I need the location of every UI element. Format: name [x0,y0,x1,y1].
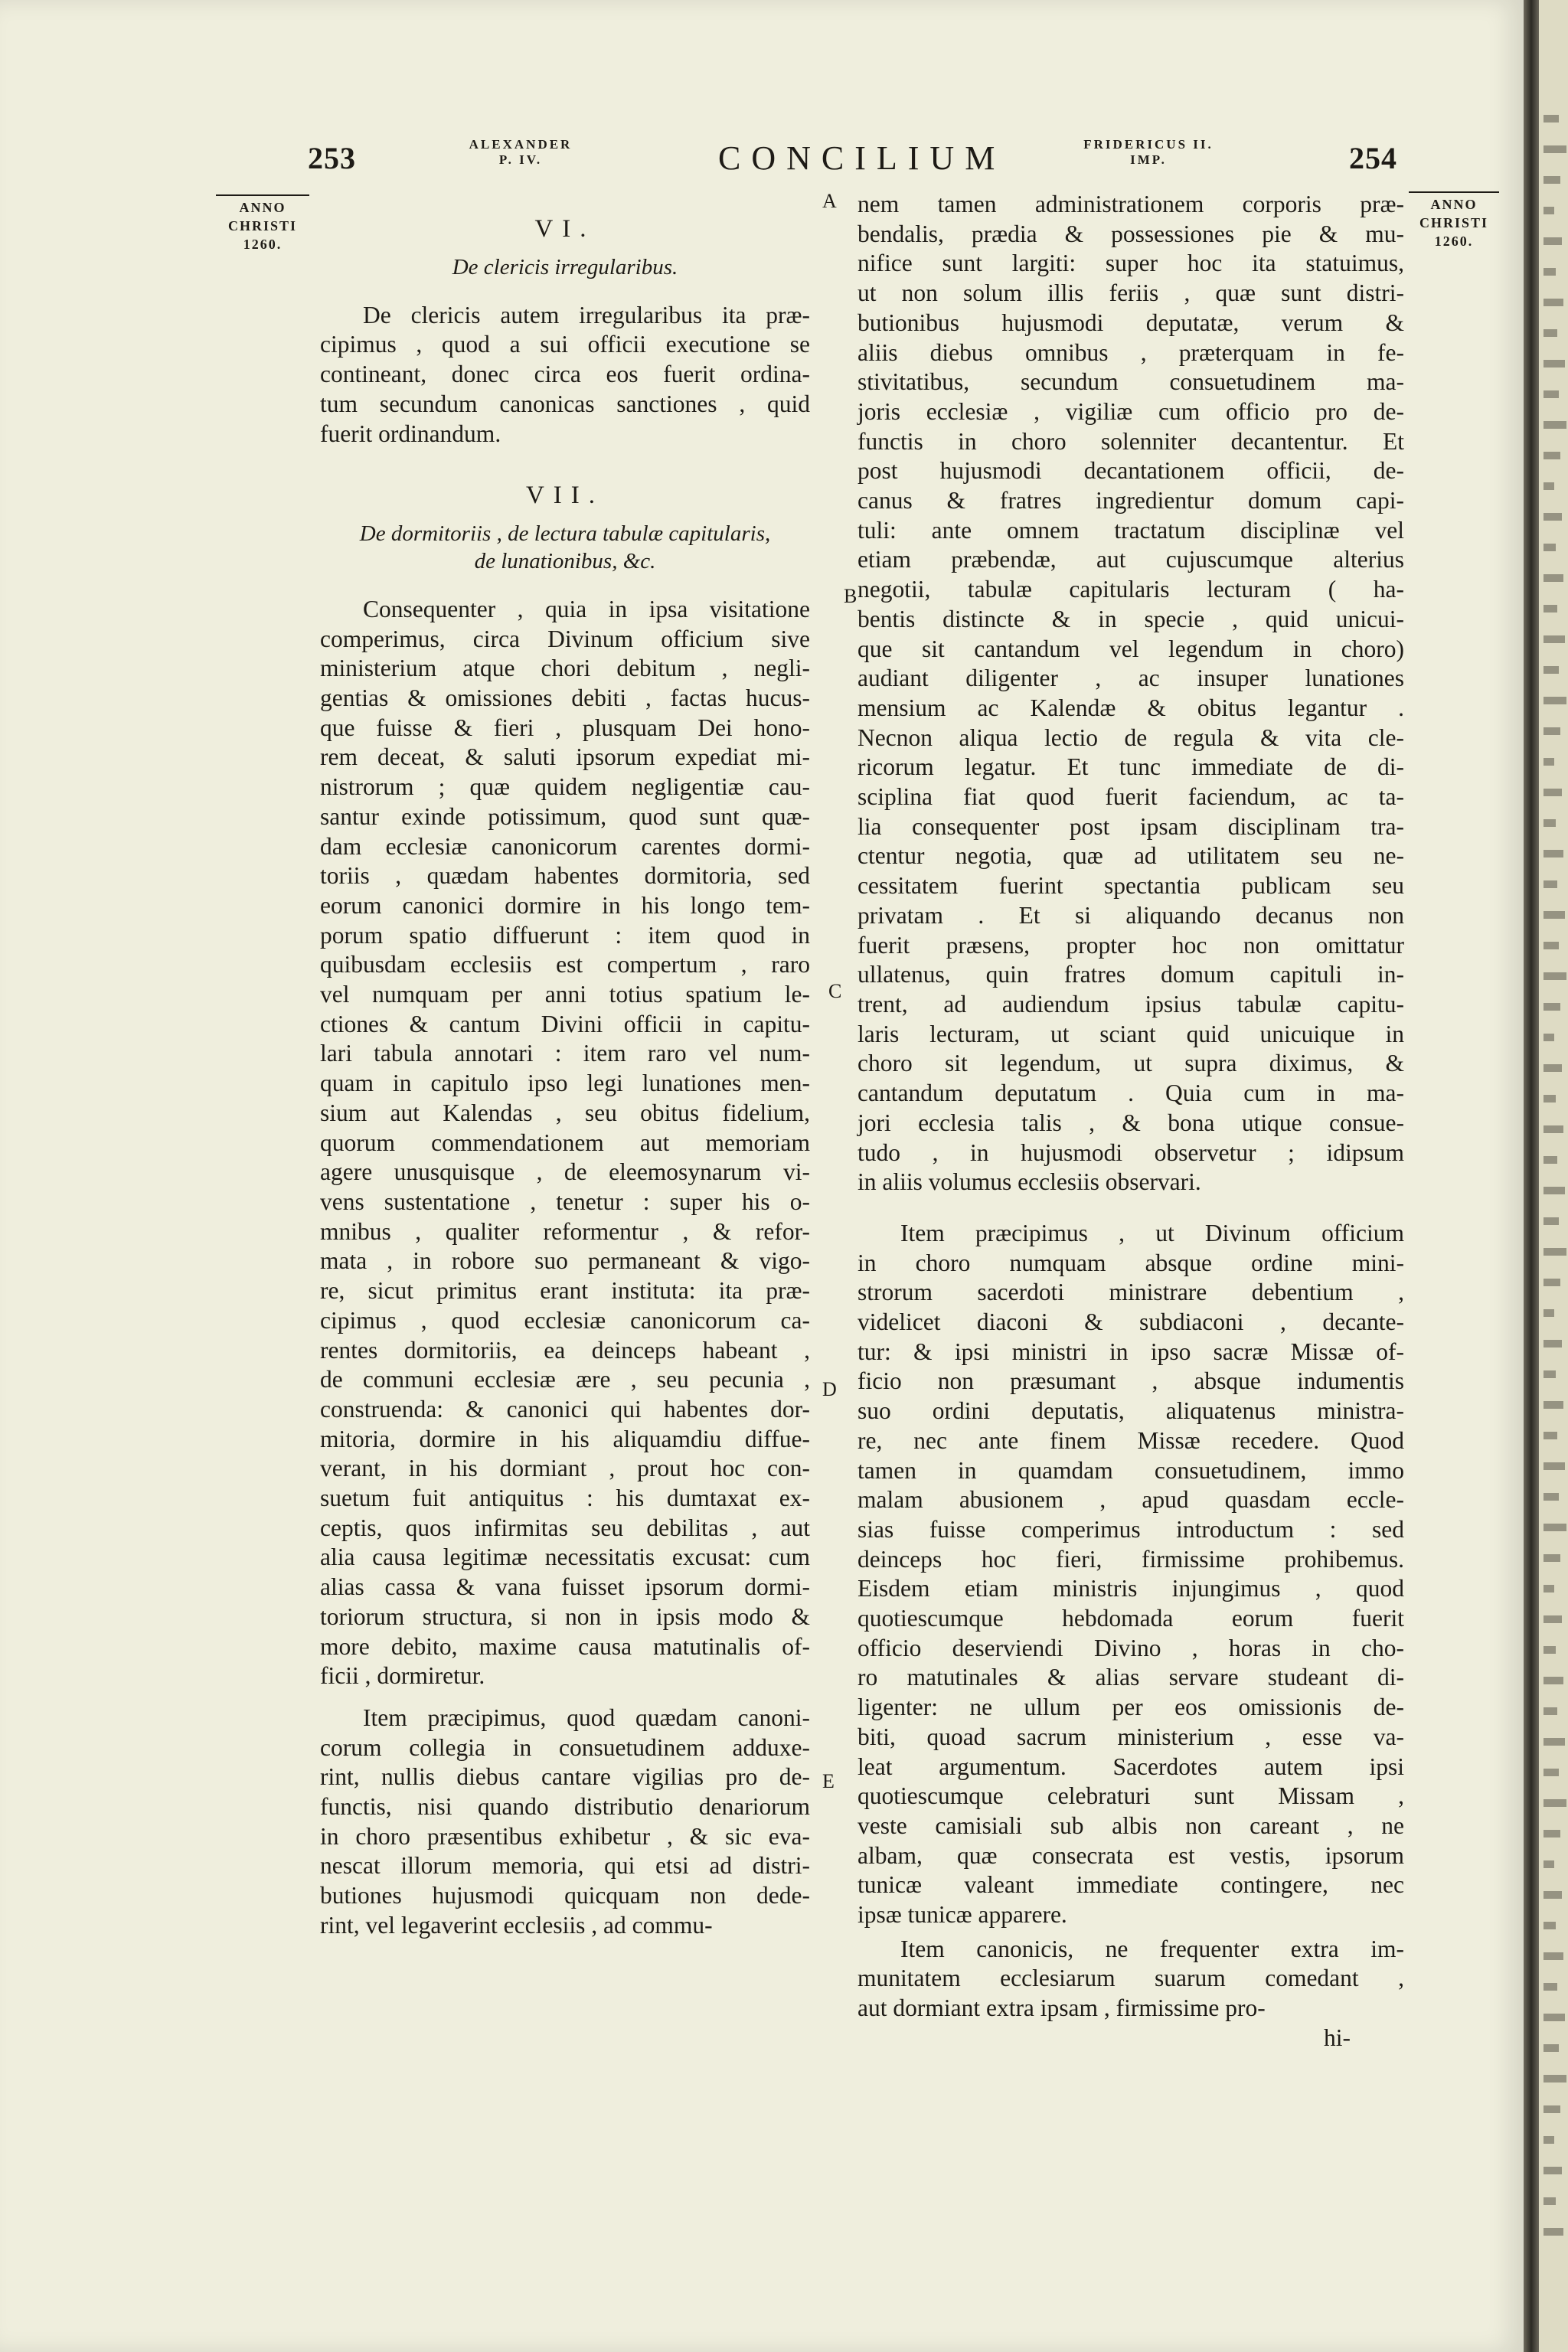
text-line: mnibus , qualiter reformentur , & refor- [320,1217,810,1245]
chapter-6-title: De clericis irregularibus. [452,254,678,279]
text-line: re, nec ante finem Missæ recedere. Quod [858,1426,1404,1454]
text-line: Necnon aliqua lectio de regula & vita cle- [858,724,1404,751]
text-line: nem tamen administrationem corporis præ- [858,191,1404,217]
text-line: sium aut Kalendas , seu obitus fidelium, [320,1099,810,1126]
next-page-text-trace [1544,1462,1565,1470]
text-line: Eisdem etiam ministris injungimus , quod [858,1575,1404,1602]
next-page-text-trace [1544,2197,1556,2205]
next-page-text-trace [1544,1677,1563,1684]
text-line: ricorum legatur. Et tunc immediate de di- [858,753,1404,781]
text-line: bentis distincte & in specie , quid unicui- [858,605,1404,632]
next-page-text-trace [1544,1615,1562,1623]
text-line: canus & fratres ingredientur domum capi- [858,487,1404,514]
text-line: veste camisiali sub albis non careant , ne [858,1811,1404,1839]
text-line: privatam . Et si aliquando decanus non [858,901,1404,929]
text-line: quibusdam ecclesiis est compertum , raro [320,951,810,978]
text-line: etiam præbendæ, aut cujuscumque alterius [858,546,1404,573]
text-line: ceptis, quos infirmitas seu debilitas , aut [320,1514,810,1541]
right-column [858,190,1404,2053]
next-page-text-trace [1544,1187,1565,1194]
text-line: tudo , in hujusmodi observetur ; idipsum [858,1138,1404,1166]
next-page-text-trace [1544,1309,1554,1317]
text-line: verant, in his dormiant , prout hoc con- [320,1455,810,1482]
left-page-number: 253 [308,141,356,175]
next-page-text-trace [1544,390,1559,398]
paragraph-ministri [858,1219,1404,1930]
text-line: tuli: ante omnem tractatum disciplinæ vel [858,516,1404,544]
text-line: rint, vel legaverint ecclesiis , ad commu- [320,1911,713,1939]
text-line: quotiescumque celebraturi sunt Missam , [858,1782,1404,1810]
text-line: albam, quæ consecrata est vestis, ipsorum [858,1841,1404,1869]
text-line: ro matutinales & alias servare studeant di- [858,1664,1404,1691]
book-gutter [1524,0,1539,2352]
next-page-text-trace [1544,605,1557,612]
next-page-text-trace [1544,574,1563,582]
text-line: rint, nullis diebus cantare vigilias pro de- [320,1763,810,1791]
text-line: lari tabula annotari : item raro vel num- [320,1040,810,1067]
text-line: Item præcipimus , ut Divinum officium [900,1219,1404,1246]
text-line: De clericis autem irregularibus ita præ- [363,301,810,328]
next-page-text-trace [1544,513,1562,521]
next-page-text-trace [1544,1217,1559,1225]
next-page-text-trace [1544,2167,1562,2174]
text-line: toriorum structura, si non in ipsis modo & [320,1602,810,1630]
text-line: fuerit præsens, propter hoc non omittatur [858,931,1404,959]
next-page-text-trace [1544,2044,1559,2052]
text-line: videlicet diaconi & subdiaconi , decante- [858,1308,1404,1336]
text-line: Item canonicis, ne frequenter extra im- [900,1935,1404,1962]
next-page-text-trace [1544,1524,1566,1531]
next-page-text-trace [1544,758,1554,766]
section-letter-e: E [822,1770,835,1792]
next-page-text-trace [1544,1095,1556,1102]
text-line: quorum commendationem aut memoriam [320,1129,810,1156]
next-page-text-trace [1544,2075,1566,2082]
text-line: more debito, maxime causa matutinalis of- [320,1632,810,1660]
next-page-text-trace [1544,1370,1556,1378]
text-line: ministerium atque chori debitum , negli- [320,655,810,682]
text-line: suo ordini deputatis, aliquatenus ministra- [858,1397,1404,1425]
next-page-text-trace [1544,1922,1556,1929]
page-header [0,134,1524,188]
text-line: ctiones & cantum Divini officii in capitu- [320,1010,810,1037]
text-line: cantandum deputatum . Quia cum in ma- [858,1080,1404,1107]
text-line: nifice sunt largiti: super hoc ita statuimus, [858,250,1404,277]
text-line: quotiescumque hebdomada eorum fuerit [858,1605,1404,1632]
next-page-text-trace [1544,145,1566,153]
text-line: cessitatem fuerint spectantia publicam seu [858,872,1404,900]
next-page-text-trace [1544,819,1556,827]
next-page-text-trace [1544,482,1554,490]
next-page-text-trace [1544,850,1563,858]
text-line: in aliis volumus ecclesiis observari. [858,1168,1201,1196]
text-line: negotii, tabulæ capitularis lecturam ( ha- [858,576,1404,603]
next-page-text-trace [1544,1769,1559,1776]
next-page-text-trace [1544,1003,1560,1011]
text-line: functis, nisi quando distributio denariorum [320,1793,810,1821]
next-page-text-trace [1544,115,1559,122]
next-page-text-trace [1544,1585,1554,1592]
text-line: vel numquam per anni totius spatium le- [320,981,810,1008]
text-line: audiant diligenter , ac insuper lunationes [858,665,1404,692]
next-page-text-trace [1544,360,1565,368]
chapter-6-number: VI. [534,215,596,243]
text-line: sciplina fiat quod fuerit faciendum, ac ta- [858,783,1404,811]
next-page-text-trace [1544,207,1554,214]
text-line: Item præcipimus, quod quædam canoni- [363,1704,810,1731]
text-line: tunicæ valeant immediate contingere, nec [858,1871,1404,1899]
text-line: agere unusquisque , de eleemosynarum vi- [320,1158,810,1186]
next-page-text-trace [1544,1891,1562,1899]
text-line: cipimus , quod a sui officii executione se [320,331,810,358]
text-line: contineant, donec circa eos fuerit ordina- [320,361,810,388]
next-page-text-trace [1544,972,1566,980]
next-page-text-trace [1544,452,1560,459]
next-page-text-trace [1544,1554,1560,1562]
text-line: aliis diebus omnibus , præterquam in fe- [858,338,1404,366]
text-line: tum secundum canonicas sanctiones , quid [320,390,810,417]
next-page-text-trace [1544,2228,1563,2236]
text-line: munitatem ecclesiarum suarum comedant , [858,1965,1404,1992]
text-line: malam abusionem , apud quasdam eccle- [858,1486,1404,1514]
text-line: joris ecclesiæ , vigiliæ cum officio pro de- [858,397,1404,425]
next-page-text-trace [1544,2136,1554,2144]
next-page-text-trace [1544,1707,1557,1715]
next-page-text-trace [1544,1952,1563,1960]
text-line: alia causa legitimæ necessitatis excusat: cum [320,1544,810,1571]
chapter-6-text [320,301,810,449]
next-page-text-trace [1544,1646,1556,1654]
text-line: ipsæ tunicæ apparere. [858,1901,1067,1929]
text-line: ullatenus, quin fratres domum capituli in- [858,961,1404,988]
section-letter-b: B [844,585,858,607]
next-page-text-trace [1544,1279,1560,1286]
text-line: nistrorum ; quæ quidem negligentiæ cau- [320,773,810,801]
next-page-text-trace [1544,421,1566,429]
next-page-text-trace [1544,237,1562,245]
next-page-text-trace [1544,329,1557,337]
text-line: butionibus hujusmodi deputatæ, verum & [858,309,1404,336]
text-line: mitoria, dormire in his aliquamdiu diffue- [320,1425,810,1452]
text-line: que sit cantandum vel legendum in choro) [858,635,1404,662]
text-line: in choro præsentibus exhibetur , & sic eva- [320,1822,810,1850]
text-line: strorum sacerdoti ministrare debentium , [858,1279,1404,1306]
next-page-text-trace [1544,789,1562,796]
text-line: ut non solum illis feriis , quæ sunt distri- [858,279,1404,307]
text-line: choro sit legendum, ut supra diximus, & [858,1050,1404,1077]
text-line: alias cassa & vana fuisset ipsorum dormi- [320,1573,810,1601]
catchword: hi- [1324,2024,1351,2051]
text-line: stivitatibus, secundum consuetudinem ma- [858,368,1404,396]
text-line: ficii , dormiretur. [320,1662,485,1690]
text-line: tur: & ipsi ministri in ipso sacræ Missæ of- [858,1338,1404,1365]
text-line: comperimus, circa Divinum officium sive [320,625,810,652]
text-line: tamen in quamdam consuetudinem, immo [858,1456,1404,1484]
text-line: que fuisse & fieri , plusquam Dei hono- [320,714,810,741]
next-page-text-trace [1544,1340,1562,1348]
text-line: ficio non præsumant , absque indumentis [858,1367,1404,1395]
text-line: jori ecclesia talis , & bona utique consue- [858,1109,1404,1136]
paragraph-vigiliae [320,1704,810,1941]
text-line: ctentur negotia, quæ ad utilitatem seu ne- [858,842,1404,870]
text-line: trent, ad audiendum ipsius tabulæ capitu- [858,990,1404,1018]
text-line: re, sicut primitus erant instituta: ita præ- [320,1277,810,1305]
text-line: bendalis, prædia & possessiones pie & mu- [858,220,1404,247]
text-line: in choro numquam absque ordine mini- [858,1249,1404,1276]
text-line: ligenter: ne ullum per eos omissionis de- [858,1694,1404,1721]
text-line: officio deserviendi Divino , horas in cho- [858,1634,1404,1661]
text-line: construenda: & canonici qui habentes dor- [320,1395,810,1423]
next-page-text-trace [1544,635,1565,643]
next-page-text-trace [1544,176,1560,184]
text-line: gentias & omissiones debiti , factas hucus- [320,684,810,712]
next-page-text-trace [1544,727,1560,735]
text-line: rem deceat, & saluti ipsorum expediat mi- [320,743,810,771]
text-line: toriis , quædam habentes dormitoria, sed [320,862,810,890]
left-column [320,191,810,1941]
paragraph-administratio [858,190,1404,1197]
next-page-text-trace [1544,942,1559,949]
next-page-text-trace [1544,268,1556,276]
next-page-text-trace [1544,1248,1566,1256]
text-line: santur exinde potissimum, quod sunt quæ- [320,802,810,830]
text-line: fuerit ordinandum. [320,420,501,447]
text-line: deinceps hoc fieri, firmissime prohibemus. [858,1545,1404,1573]
text-line: laris lecturam, ut sciant quid unicuique in [858,1020,1404,1047]
next-page-text-trace [1544,544,1556,551]
text-line: sias fuisse comperimus introductum : sed [858,1515,1404,1543]
next-page-text-trace [1544,1125,1563,1133]
next-page-text-trace [1544,1983,1557,1991]
next-page-text-trace [1544,1401,1563,1409]
left-running-head: ALEXANDER P. IV. [469,137,573,167]
text-line: vens sustentatione , tenetur : super his o- [320,1187,810,1215]
text-line: rentes dormitoriis, ea deinceps habeant , [320,1336,810,1364]
text-line: eorum canonici dormire in his longo tem- [320,891,810,919]
next-page-text-trace [1544,880,1557,888]
text-line: Consequenter , quia in ipsa visitatione [363,595,810,622]
text-line: biti, quoad sacrum ministerium , esse va- [858,1723,1404,1750]
next-page-text-trace [1544,1860,1554,1868]
section-letter-d: D [822,1378,837,1400]
section-letter-c: C [828,980,842,1002]
text-line: mensium ac Kalendæ & obitus legantur . [858,694,1404,721]
running-title: CONCILIUM [718,139,1006,177]
next-page-text-trace [1544,911,1565,919]
next-page-text-trace [1544,1799,1566,1807]
text-line: cipimus , quod ecclesiæ canonicorum ca- [320,1306,810,1334]
left-margin-note: ANNO CHRISTI 1260. [216,194,309,253]
next-page-text-trace [1544,666,1559,674]
text-line: dam ecclesiæ canonicorum carentes dormi- [320,832,810,860]
text-line: suetum fuit antiquitus : his dumtaxat ex- [320,1485,810,1512]
text-line: leat argumentum. Sacerdotes autem ipsi [858,1753,1404,1780]
chapter-7-text [320,595,810,1691]
text-line: functis in choro solenniter decantentur. Et [858,427,1404,455]
text-line: corum collegia in consuetudinem adduxe- [320,1733,810,1761]
chapter-7-number: VII. [525,482,605,510]
next-page-text-trace [1544,1738,1565,1746]
next-page-text-trace [1544,1064,1562,1072]
next-page-text-trace [1544,2105,1560,2113]
chapter-7-title: De dormitoriis , de lectura tabulæ capitularis, de lunationibus, &c. [359,521,771,573]
text-line: de communi ecclesiæ ære , seu pecunia , [320,1366,810,1393]
text-line: butiones hujusmodi quicquam non dede- [320,1882,810,1909]
next-page-text-trace [1544,2014,1565,2021]
next-page-text-trace [1544,1493,1559,1501]
right-running-head: FRIDERICUS II. IMP. [1083,137,1214,167]
next-page-text-trace [1544,1432,1557,1439]
text-line: lia consequenter post ipsam disciplinam tra- [858,812,1404,840]
text-line: post hujusmodi decantationem officii, de- [858,457,1404,485]
right-margin-note: ANNO CHRISTI 1260. [1409,191,1499,250]
right-page-number: 254 [1349,141,1397,175]
section-letter-a: A [822,190,837,212]
next-page-text-trace [1544,697,1566,704]
text-line: quam in capitulo ipso legi lunationes men- [320,1070,810,1097]
next-page-text-trace [1544,1034,1554,1041]
next-page-text-trace [1544,1830,1560,1838]
text-line: aut dormiant extra ipsam , firmissime pro- [858,1994,1266,2022]
text-line: mata , in robore suo permaneant & vigo- [320,1247,810,1275]
text-line: porum spatio diffuerunt : item quod in [320,921,810,949]
next-page-text-trace [1544,1156,1557,1164]
next-page-edge [1539,0,1568,2352]
text-line: nescat illorum memoria, qui etsi ad distri- [320,1852,810,1880]
next-page-text-trace [1544,299,1563,306]
paragraph-canonici [858,1935,1404,2024]
